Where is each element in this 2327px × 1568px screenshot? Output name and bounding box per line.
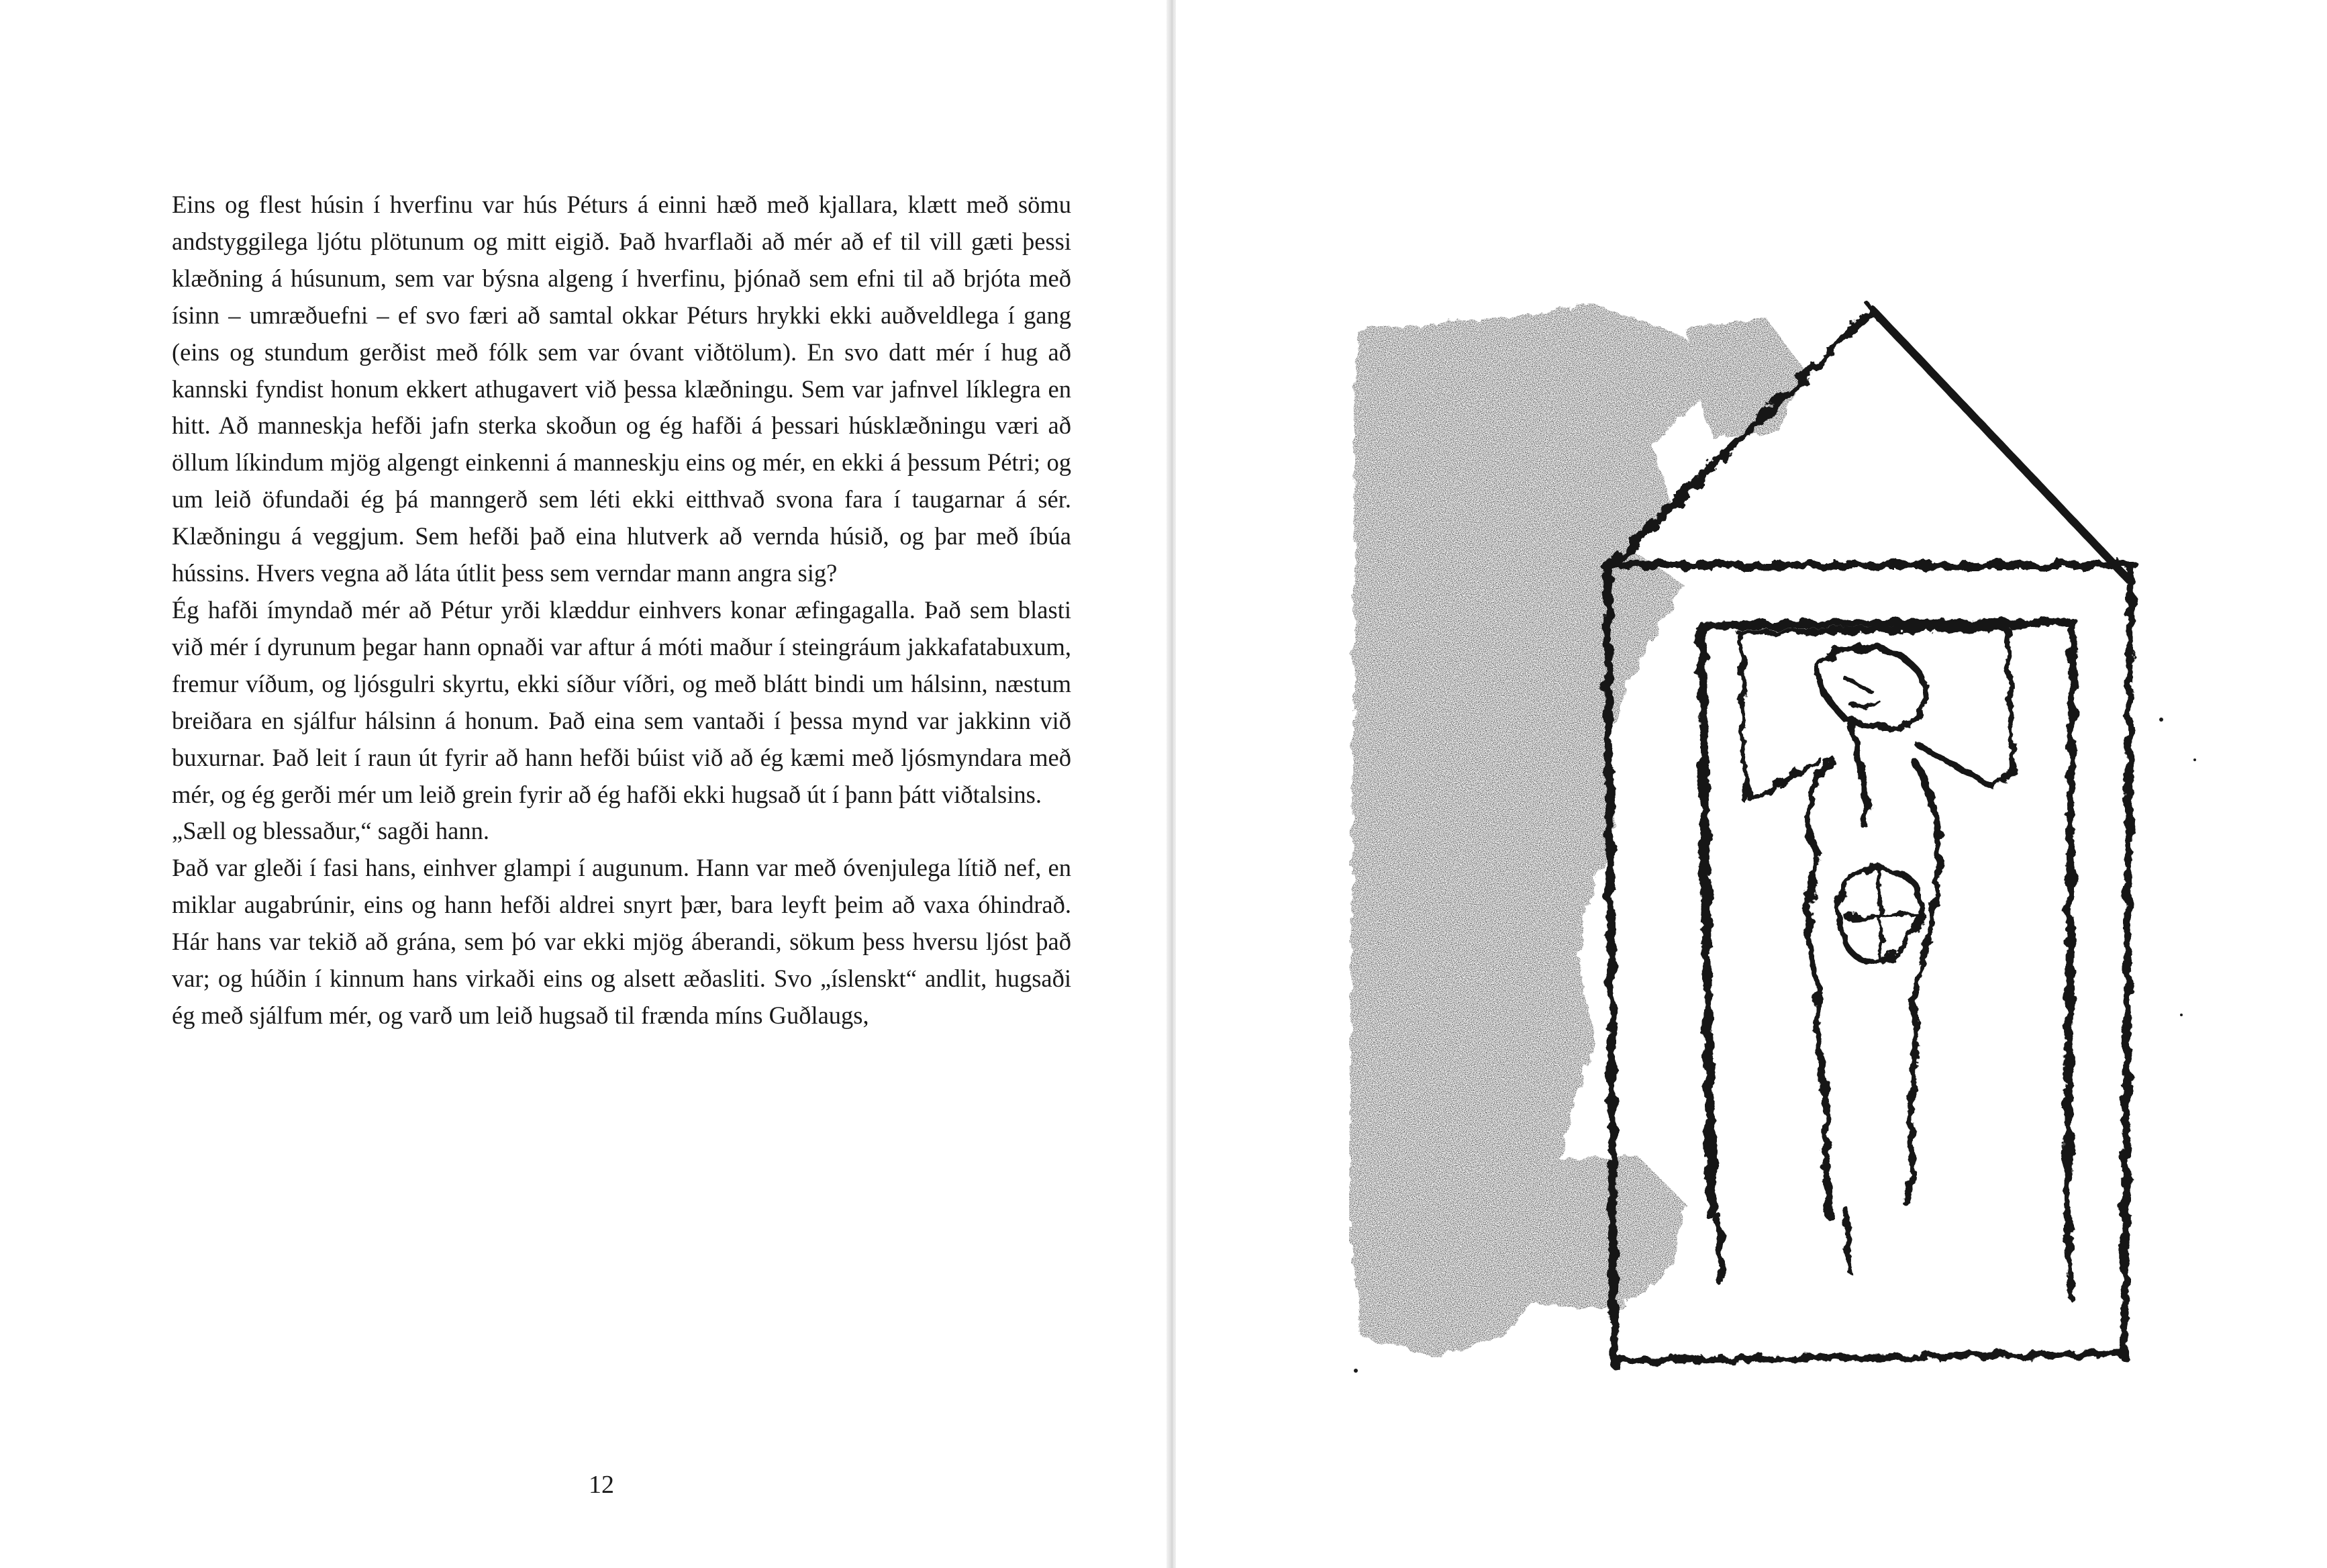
crayon-drawing-house-icon <box>1336 290 2235 1391</box>
page-number: 12 <box>589 1471 614 1499</box>
paragraph-2: Ég hafði ímyndað mér að Pétur yrði klæddur einhvers konar æfingagalla. Það sem blasti við mér í dyrunum þegar hann opnaði var aftur á móti maður í steingráum jakkafatabuxum, fremur víðum, og ljósgulri skyrtu, ekki síður víðri, og með blátt bindi um hálsinn, næstum breiðara en sjálfur hálsinn á honum. Það eina sem vantaði í þessa mynd var jakkinn við buxurnar. Það leit í raun út fyrir að hann hefði búist við að ég kæmi með ljósmyndara með mér, og ég gerði mér um leið grein fyrir að ég hafði ekki hugsað út í þann þátt viðtalsins. <box>172 595 1071 808</box>
paragraph-4: Það var gleði í fasi hans, einhver glampi í augunum. Hann var með óvenjulega lítið nef, en miklar augabrúnir, eins og hann hefði aldrei snyrt þær, bara leyft þeim að vaxa óhindrað. Hár hans var tekið að grána, sem þó var ekki mjög áberandi, sökum þess hversu ljóst það var; og húðin í kinnum hans virkaði eins og alsett æðasliti. Svo „íslenskt“ andlit, hugsaði ég með sjálfum mér, og varð um leið hugsað til frænda míns Guðlaugs, <box>172 854 1071 1029</box>
body-text <box>172 187 1071 1034</box>
paragraph-3: „Sæll og blessaður,“ sagði hann. <box>172 817 489 845</box>
paragraph-1: Eins og flest húsin í hverfinu var hús Péturs á einni hæð með kjallara, klætt með sömu andstyggilega ljótu plötunum og mitt eigið. Það hvarflaði að mér að ef til vill gæti þessi klæðning á húsunum, sem var býsna algeng í hverfinu, þjónað sem efni til að brjóta með ísinn – umræðuefni – ef svo færi að samtal okkar Péturs hrykki ekki auðveldlega í gang (eins og stundum gerðist með fólk sem var óvant viðtölum). En svo datt mér í hug að kannski fyndist honum ekkert athugavert við þessa klæðningu. Sem var jafnvel líklegra en hitt. Að manneskja hefði jafn sterka skoðun og ég hafði á þessari húsklæðningu væri að öllum líkindum mjög algengt einkenni á manneskju eins og mér, en ekki á þessum Pétri; og um leið öfundaði ég þá manngerð sem léti ekki eitthvað svona fara í taugarnar á sér. Klæðningu á veggjum. Sem hefði það eina hlutverk að vernda húsið, og þar með íbúa hússins. Hvers vegna að láta útlit þess sem verndar mann angra sig? <box>172 191 1071 587</box>
